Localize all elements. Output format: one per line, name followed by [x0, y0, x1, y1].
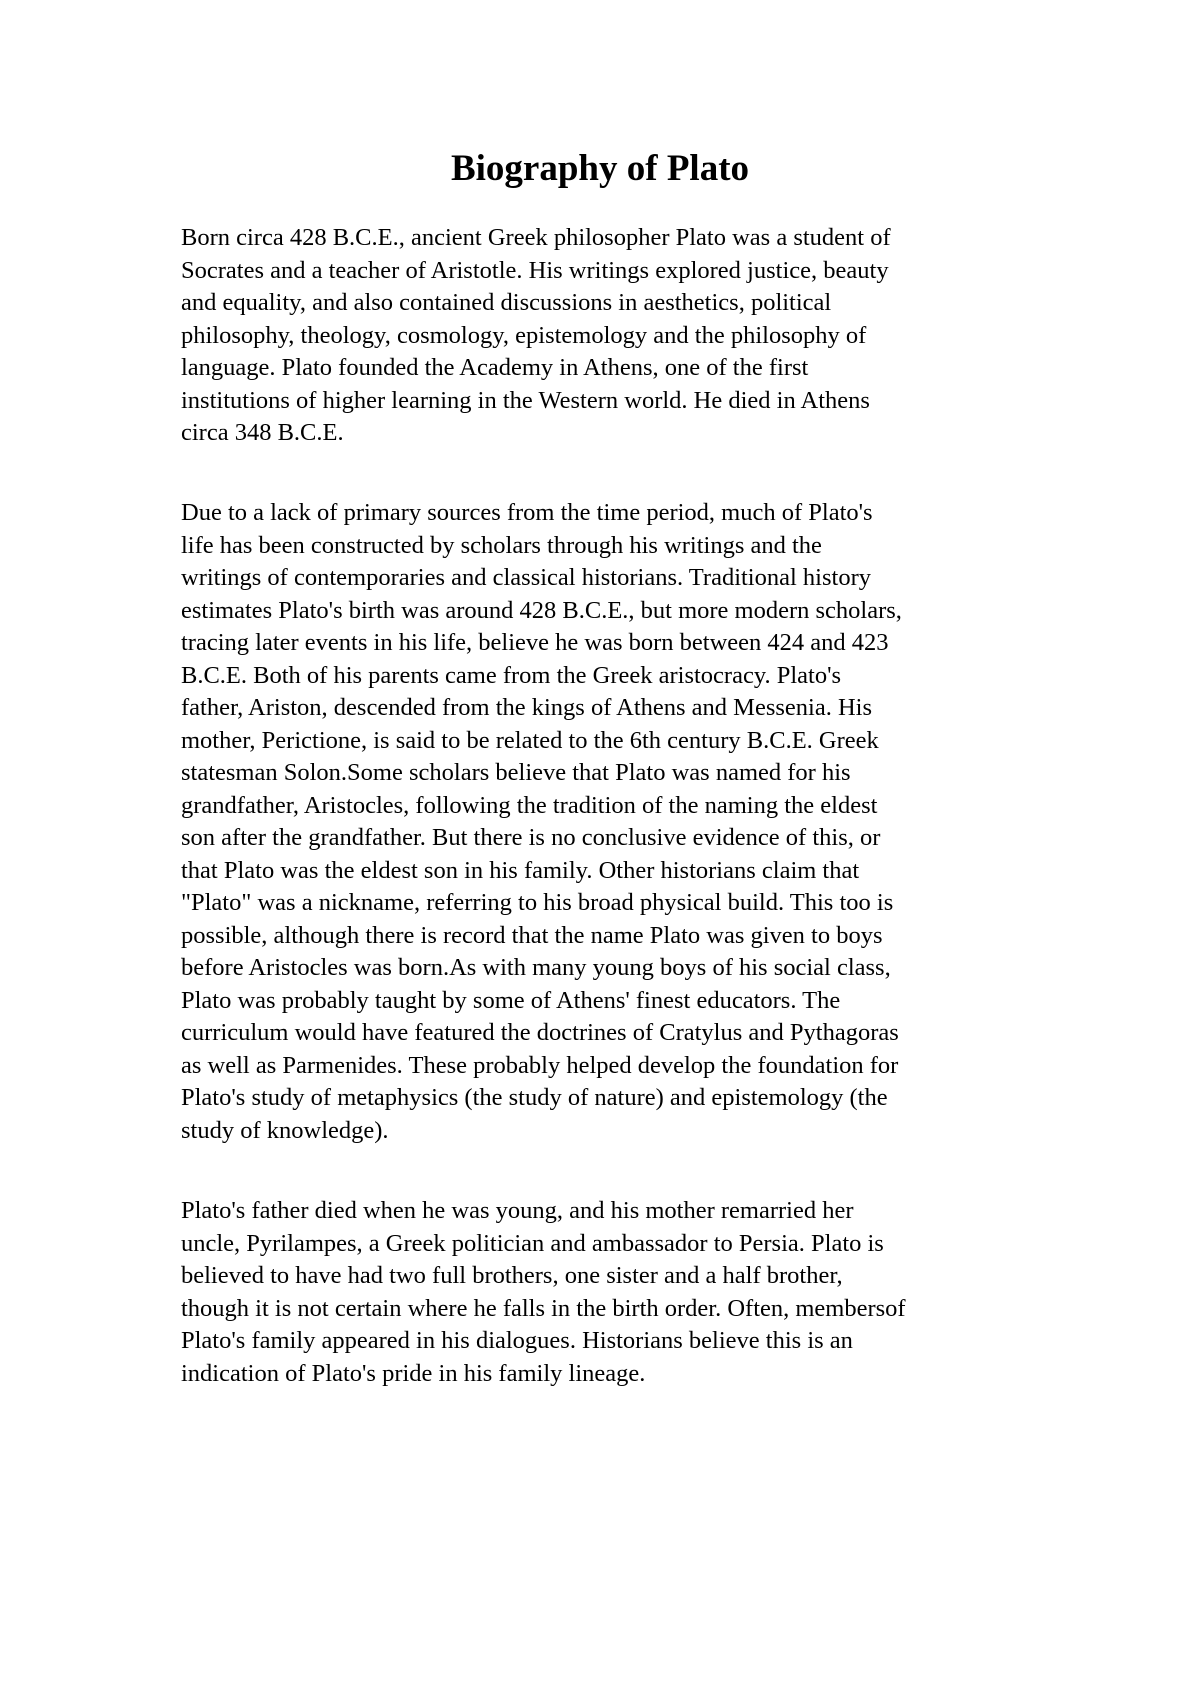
paragraph-line: uncle, Pyrilampes, a Greek politician and ambassador to Persia. Plato is [181, 1229, 884, 1257]
paragraph-line: Plato's father died when he was young, and his mother remarried her [181, 1197, 854, 1224]
paragraph-line: estimates Plato's birth was around 428 B.C.E., but more modern scholars, [181, 596, 902, 624]
paragraph-line: Socrates and a teacher of Aristotle. His writings explored justice, beauty [181, 256, 889, 284]
paragraph-line: "Plato" was a nickname, referring to his broad physical build. This too is [181, 889, 894, 916]
paragraph-line: though it is not certain where he falls in the birth order. Often, membersof [181, 1294, 906, 1322]
paragraph-line: statesman Solon.Some scholars believe that Plato was named for his [181, 759, 851, 786]
paragraph-line: son after the grandfather. But there is no conclusive evidence of this, or [181, 824, 881, 851]
paragraph-1 [181, 222, 1061, 450]
paragraph-line: grandfather, Aristocles, following the tradition of the naming the eldest [181, 791, 878, 819]
paragraph-line: language. Plato founded the Academy in Athens, one of the first [181, 354, 809, 381]
paragraph-line: Plato's family appeared in his dialogues. Historians believe this is an [181, 1327, 853, 1354]
paragraph-line: writings of contemporaries and classical historians. Traditional history [181, 564, 871, 591]
paragraph-line: believed to have had two full brothers, one sister and a half brother, [181, 1262, 843, 1289]
paragraph-line: and equality, and also contained discussions in aesthetics, political [181, 289, 832, 316]
paragraph-line: Plato's study of metaphysics (the study of nature) and epistemology (the [181, 1084, 888, 1111]
paragraph-line: mother, Perictione, is said to be related to the 6th century B.C.E. Greek [181, 726, 879, 754]
paragraph-line: institutions of higher learning in the Western world. He died in Athens [181, 386, 870, 414]
paragraph-line: that Plato was the eldest son in his family. Other historians claim that [181, 856, 860, 884]
paragraph-line: life has been constructed by scholars through his writings and the [181, 531, 822, 559]
paragraph-line: B.C.E. Both of his parents came from the Greek aristocracy. Plato's [181, 661, 842, 689]
paragraph-line: curriculum would have featured the doctrines of Cratylus and Pythagoras [181, 1019, 899, 1046]
paragraph-3 [181, 1195, 1061, 1390]
paragraph-line: before Aristocles was born.As with many young boys of his social class, [181, 954, 891, 981]
paragraph-line: tracing later events in his life, believe he was born between 424 and 423 [181, 629, 889, 656]
paragraph-line: study of knowledge). [181, 1116, 389, 1144]
paragraph-line: indication of Plato's pride in his family lineage. [181, 1359, 646, 1387]
paragraph-2 [181, 497, 1061, 1147]
paragraph-line: as well as Parmenides. These probably helped develop the foundation for [181, 1051, 899, 1079]
paragraph-line: circa 348 B.C.E. [181, 419, 344, 446]
paragraph-line: father, Ariston, descended from the kings of Athens and Messenia. His [181, 694, 873, 721]
document-title: Biography of Plato [450, 148, 750, 189]
paragraph-line: possible, although there is record that the name Plato was given to boys [181, 921, 883, 949]
paragraph-line: philosophy, theology, cosmology, epistemology and the philosophy of [181, 321, 867, 349]
paragraph-line: Born circa 428 B.C.E., ancient Greek philosopher Plato was a student of [181, 224, 891, 251]
paragraph-line: Due to a lack of primary sources from the time period, much of Plato's [181, 499, 873, 526]
paragraph-line: Plato was probably taught by some of Athens' finest educators. The [181, 986, 841, 1014]
